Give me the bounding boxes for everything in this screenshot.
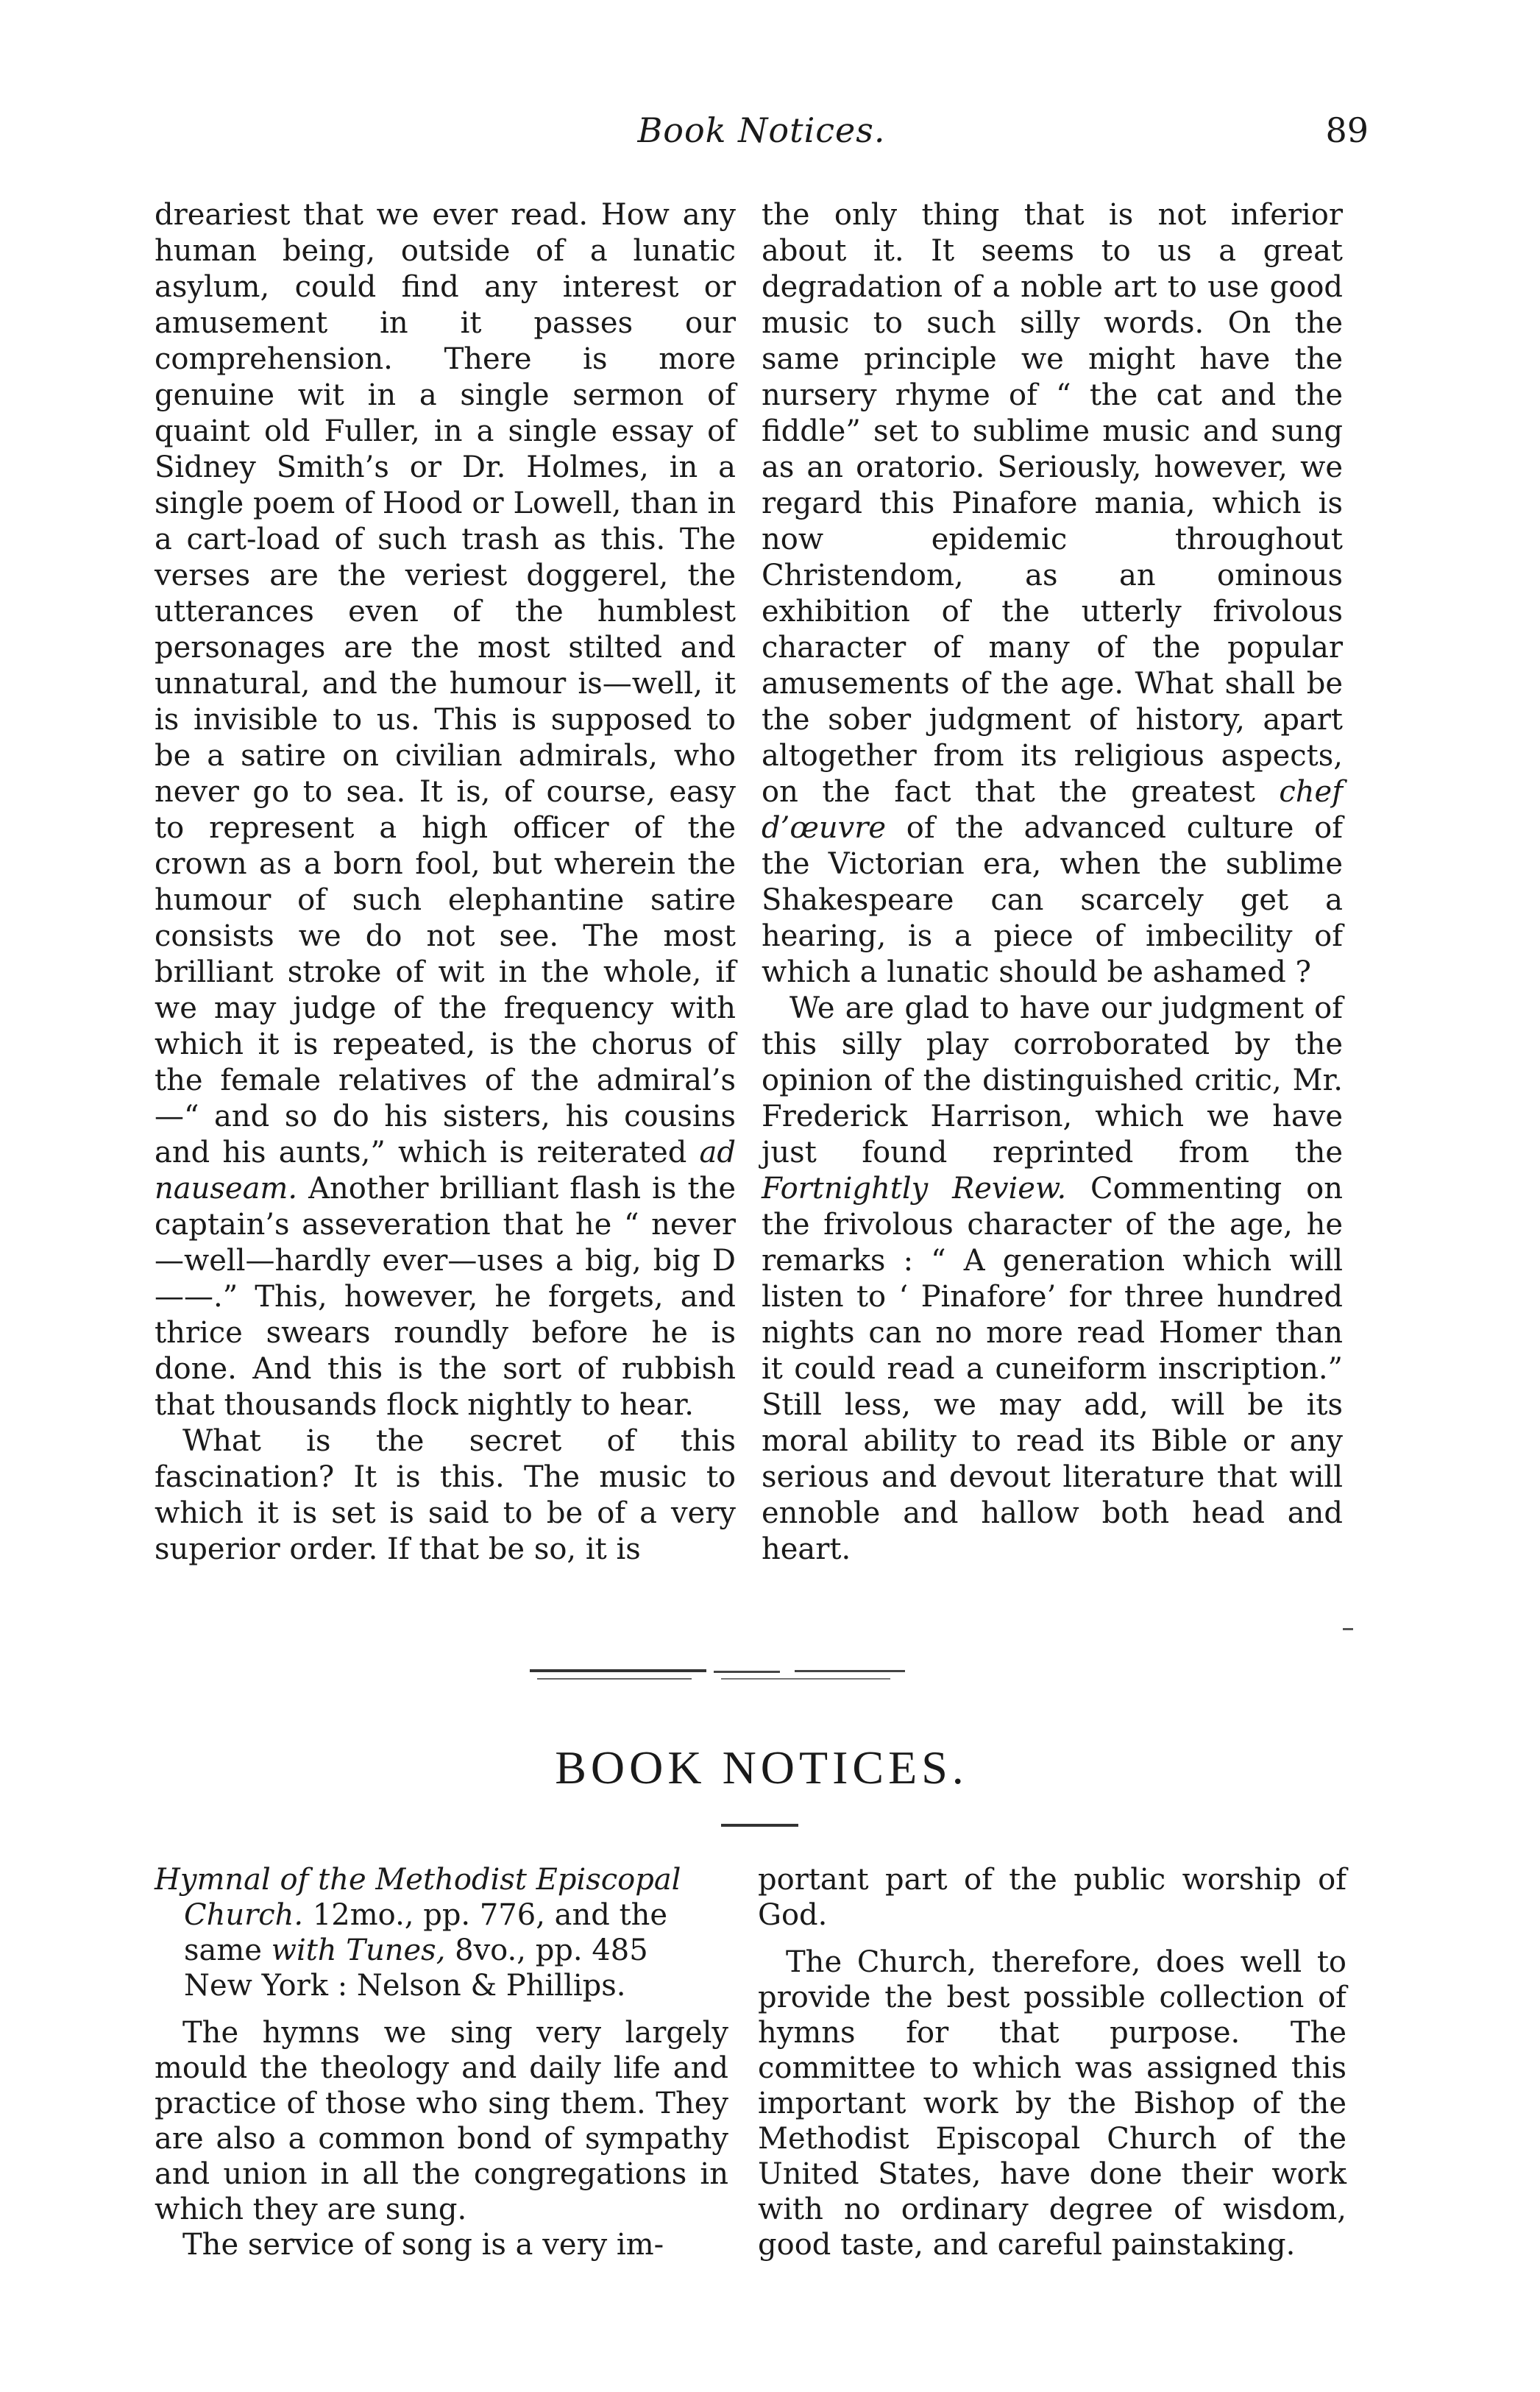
paragraph: We are glad to have our judgment of this silly play corroborated by the opinion of the distinguished critic, Mr. Frederick Harrison, which we have just found reprinted from the Fortnightly Review. Commenting on the frivolous character of the age, he remarks : “ A generation which will listen to ‘ Pinafore’ for three hundred nights can no more read Homer than it could read a cuneiform inscription.” Still less, we may add, will be its moral ability to read its Bible or any serious and devout literature that will ennoble and hallow both head and heart. (762, 991, 1343, 1566)
bottom-right-column (758, 1862, 1346, 2262)
section-divider-ornament (530, 1665, 942, 1687)
paragraph: portant part of the public worship of God. (758, 1863, 1346, 1932)
top-left-column (155, 197, 736, 1568)
section-heading: BOOK NOTICES. (555, 1741, 968, 1794)
paragraph: The Church, therefore, does well to provide the best possible collection of hymns for that purpose. The committee to which was assigned this important work by the Bishop of the Methodist Episcopal Church of the United States, have done their work with no ordinary degree of wisdom, good taste, and careful painstaking. (758, 1945, 1346, 2262)
running-head (155, 110, 1369, 162)
stray-mark (1343, 1628, 1353, 1630)
paragraph: The hymns we sing very largely mould the theology and daily life and practice of those who sing them. They are also a common bond of sympathy and union in all the congregations in which they are sung. (155, 2016, 728, 2226)
page-number: 89 (1325, 110, 1369, 150)
book-citation: Hymnal of the Methodist Episcopal Church. 12mo., pp. 776, and the same with Tunes, 8vo., pp. 485 New York : Nelson & Phillips. (155, 1863, 681, 2003)
running-title: Book Notices. (637, 110, 886, 150)
top-right-column (762, 197, 1343, 1568)
bottom-left-column (155, 1862, 728, 2262)
paragraph: dreariest that we ever read. How any human being, outside of a lunatic asylum, could find any interest or amusement in it passes our comprehension. There is more genuine wit in a single sermon of quaint old Fuller, in a single essay of Sidney Smith’s or Dr. Holmes, in a single poem of Hood or Lowell, than in a cart-load of such trash as this. The verses are the veriest doggerel, the utterances even of the humblest personages are the most stilted and unnatural, and the humour is—well, it is invisible to us. This is supposed to be a satire on civilian admirals, who never go to sea. It is, of course, easy to represent a high officer of the crown as a born fool, but wherein the humour of such elephantine satire consists we do not see. The most brilliant stroke of wit in the whole, if we may judge of the frequency with which it is repeated, is the chorus of the female relatives of the admiral’s—“ and so do his sisters, his cousins and his aunts,” which is reiterated ad nauseam. Another brilliant flash is the captain’s asseveration that he “ never—well—hardly ever—uses a big, big D——.” This, however, he forgets, and thrice swears roundly before he is done. And this is the sort of rubbish that thousands flock nightly to hear. (155, 198, 736, 1422)
paragraph: The service of song is a very im- (182, 2228, 664, 2262)
paragraph: the only thing that is not inferior about it. It seems to us a great degradation of a noble art to use good music to such silly words. On the same principle we might have the nursery rhyme of “ the cat and the fiddle” set to sublime music and sung as an oratorio. Seriously, however, we regard this Pinafore mania, which is now epidemic throughout Christendom, as an ominous exhibition of the utterly frivolous character of many of the popular amusements of the age. What shall be the sober judgment of history, apart altogether from its religious aspects, on the fact that the greatest chef d’œuvre of the advanced culture of the Victorian era, when the sublime Shakespeare can scarcely get a hearing, is a piece of imbecility of which a lunatic should be ashamed ? (762, 198, 1343, 989)
paragraph: What is the secret of this fascination? It is this. The music to which it is set is said to be of a very superior order. If that be so, it is (155, 1424, 736, 1566)
heading-rule (721, 1824, 798, 1827)
